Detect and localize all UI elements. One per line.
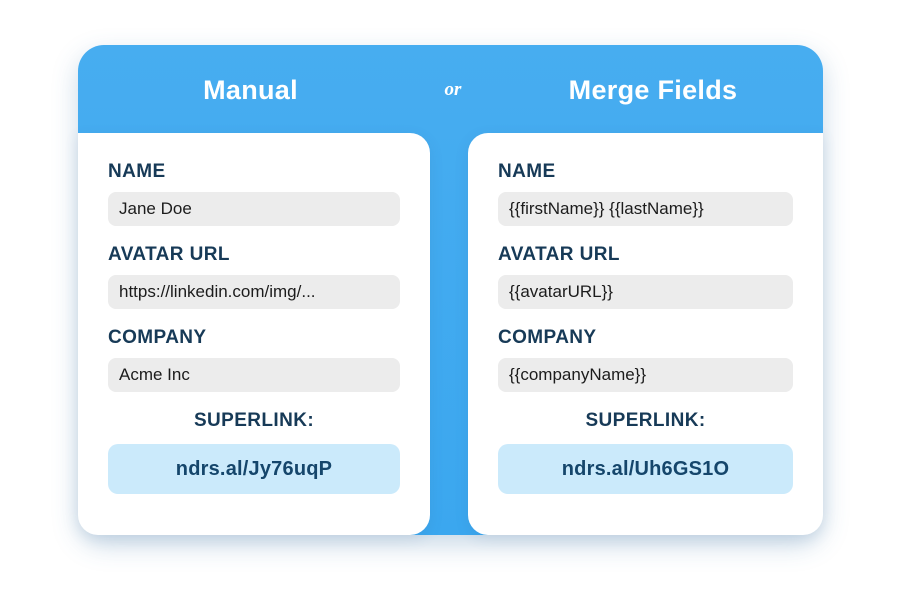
merge-company-input[interactable]: {{companyName}} xyxy=(498,358,793,392)
header-separator-or: or xyxy=(444,79,462,100)
header-title-merge-fields: Merge Fields xyxy=(568,74,738,105)
manual-name-input[interactable]: Jane Doe xyxy=(108,192,400,226)
manual-avatar-url-label: AVATAR URL xyxy=(108,244,230,265)
manual-company-input[interactable]: Acme Inc xyxy=(108,358,400,392)
manual-superlink-value[interactable]: ndrs.al/Jy76uqP xyxy=(108,444,400,494)
merge-superlink-label: SUPERLINK: xyxy=(585,410,706,431)
merge-avatar-url-input[interactable]: {{avatarURL}} xyxy=(498,275,793,309)
card-header xyxy=(78,45,823,135)
merge-company-label: COMPANY xyxy=(498,327,597,348)
manual-avatar-url-input[interactable]: https://linkedin.com/img/... xyxy=(108,275,400,309)
merge-superlink-value[interactable]: ndrs.al/Uh6GS1O xyxy=(498,444,793,494)
manual-name-label: NAME xyxy=(108,161,166,182)
merge-avatar-url-label: AVATAR URL xyxy=(498,244,620,265)
manual-panel xyxy=(78,133,430,535)
header-title-manual: Manual xyxy=(203,74,298,105)
merge-name-label: NAME xyxy=(498,161,556,182)
manual-superlink-label: SUPERLINK: xyxy=(193,410,315,431)
manual-company-label: COMPANY xyxy=(108,327,207,348)
merge-fields-panel xyxy=(468,133,823,535)
merge-name-input[interactable]: {{firstName}} {{lastName}} xyxy=(498,192,793,226)
